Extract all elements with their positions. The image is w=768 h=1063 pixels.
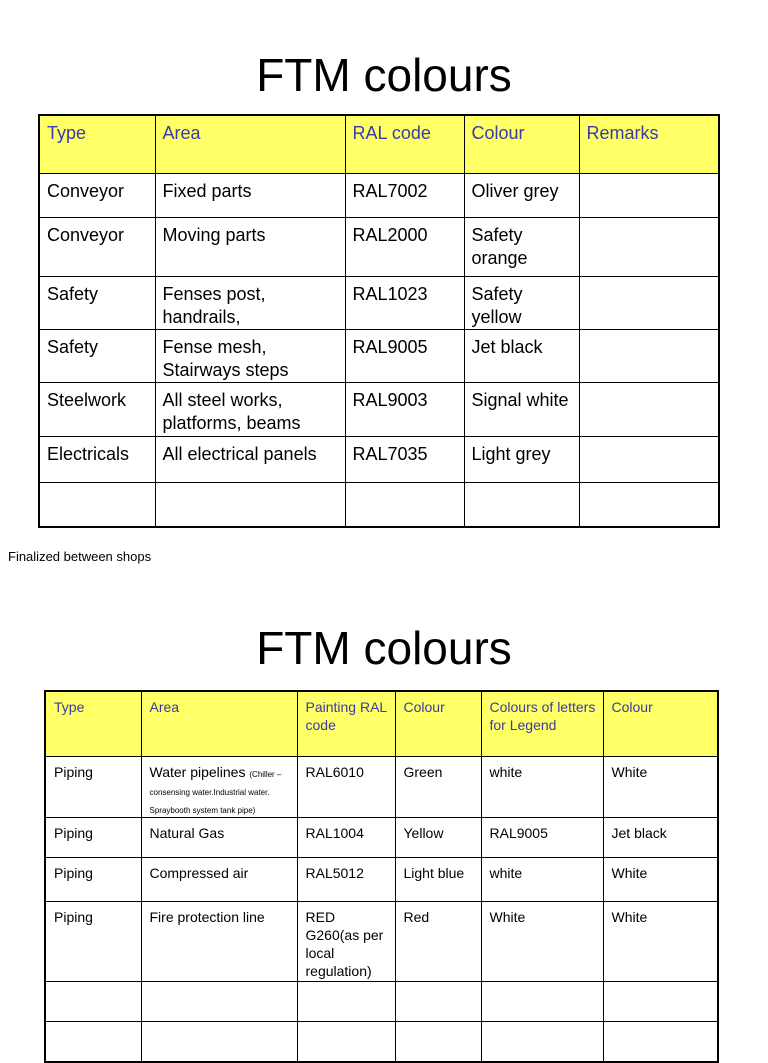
page-title: FTM colours <box>256 622 512 674</box>
table-row <box>39 437 719 483</box>
table-row <box>45 858 718 902</box>
table-cell: white <box>481 757 603 818</box>
table-cell: Moving parts <box>155 218 345 277</box>
table-cell <box>297 1022 395 1062</box>
table-cell <box>345 483 464 527</box>
table-cell: Fixed parts <box>155 174 345 218</box>
header-cell: Colour <box>603 691 718 757</box>
table-cell <box>464 483 579 527</box>
table-cell: Piping <box>45 902 141 982</box>
table-cell: RAL9003 <box>345 383 464 437</box>
header-cell: Colours of letters for Legend <box>481 691 603 757</box>
table-cell: Steelwork <box>39 383 155 437</box>
table-cell: RAL2000 <box>345 218 464 277</box>
footnote: Finalized between shops <box>8 549 152 564</box>
header-cell: Type <box>45 691 141 757</box>
table-row <box>39 330 719 383</box>
table-cell: White <box>603 757 718 818</box>
table-row <box>39 277 719 330</box>
table-cell: RED G260(as per local regulation) <box>297 902 395 982</box>
table-cell: White <box>481 902 603 982</box>
table-cell: Electricals <box>39 437 155 483</box>
header-cell: RAL code <box>345 115 464 174</box>
table-cell <box>395 982 481 1022</box>
table-cell: white <box>481 858 603 902</box>
table-cell: RAL9005 <box>345 330 464 383</box>
table-header-row <box>39 115 719 174</box>
table-cell <box>579 174 719 218</box>
header-cell: Painting RAL code <box>297 691 395 757</box>
page-title: FTM colours <box>256 49 512 101</box>
table-cell <box>481 982 603 1022</box>
table-cell: RAL7035 <box>345 437 464 483</box>
table-cell: Conveyor <box>39 218 155 277</box>
table-cell: Jet black <box>464 330 579 383</box>
table-cell <box>579 483 719 527</box>
table-cell: Compressed air <box>141 858 297 902</box>
header-cell: Colour <box>395 691 481 757</box>
table-cell: All steel works, platforms, beams <box>155 383 345 437</box>
header-cell: Colour <box>464 115 579 174</box>
header-cell: Remarks <box>579 115 719 174</box>
table-cell: Light blue <box>395 858 481 902</box>
ral-colour-table <box>38 114 720 528</box>
table-cell: White <box>603 902 718 982</box>
table-cell: All electrical panels <box>155 437 345 483</box>
table-row <box>45 757 718 818</box>
header-cell: Type <box>39 115 155 174</box>
table-cell: Jet black <box>603 818 718 858</box>
area-note: (Chiller – consensing water.Industrial water. Spraybooth system tank pipe) <box>149 770 282 815</box>
table-cell: RAL5012 <box>297 858 395 902</box>
table-cell: Fense mesh, Stairways steps <box>155 330 345 383</box>
table-cell <box>141 982 297 1022</box>
table-cell <box>579 277 719 330</box>
table-cell <box>155 483 345 527</box>
table-header-row <box>45 691 718 757</box>
table-cell: Safety <box>39 277 155 330</box>
table-cell: Yellow <box>395 818 481 858</box>
table-row <box>39 218 719 277</box>
table-cell: RAL7002 <box>345 174 464 218</box>
table-cell: Natural Gas <box>141 818 297 858</box>
table-cell: Oliver grey <box>464 174 579 218</box>
table-row <box>39 483 719 527</box>
table-row <box>39 174 719 218</box>
table-row <box>45 1022 718 1062</box>
table-cell: Piping <box>45 757 141 818</box>
table-row <box>45 982 718 1022</box>
piping-colour-table <box>44 690 719 1063</box>
table-cell <box>395 1022 481 1062</box>
table-cell <box>141 757 297 818</box>
header-cell: Area <box>155 115 345 174</box>
table-cell <box>297 982 395 1022</box>
table-cell: Fenses post, handrails, <box>155 277 345 330</box>
table-cell: RAL1004 <box>297 818 395 858</box>
table-cell <box>603 1022 718 1062</box>
table-cell <box>45 1022 141 1062</box>
table-cell: Green <box>395 757 481 818</box>
header-cell: Area <box>141 691 297 757</box>
table-cell <box>141 1022 297 1062</box>
table-cell: Safety yellow <box>464 277 579 330</box>
table-cell: White <box>603 858 718 902</box>
table-cell <box>579 330 719 383</box>
table-row <box>45 902 718 982</box>
area-text: Water pipelines <box>149 764 246 780</box>
table-cell <box>481 1022 603 1062</box>
table-cell: Piping <box>45 818 141 858</box>
table-cell: RAL6010 <box>297 757 395 818</box>
table-cell: Safety orange <box>464 218 579 277</box>
table-cell: Signal white <box>464 383 579 437</box>
table-row <box>45 818 718 858</box>
table-cell <box>579 218 719 277</box>
table-cell: Conveyor <box>39 174 155 218</box>
table-cell <box>45 982 141 1022</box>
table-cell <box>603 982 718 1022</box>
table-cell <box>39 483 155 527</box>
table-cell <box>579 437 719 483</box>
table-cell: Safety <box>39 330 155 383</box>
table-cell <box>579 383 719 437</box>
table-cell: RAL9005 <box>481 818 603 858</box>
table-cell: Light grey <box>464 437 579 483</box>
table-cell: Red <box>395 902 481 982</box>
table-cell: Piping <box>45 858 141 902</box>
table-cell: Fire protection line <box>141 902 297 982</box>
table-cell: RAL1023 <box>345 277 464 330</box>
table-row <box>39 383 719 437</box>
